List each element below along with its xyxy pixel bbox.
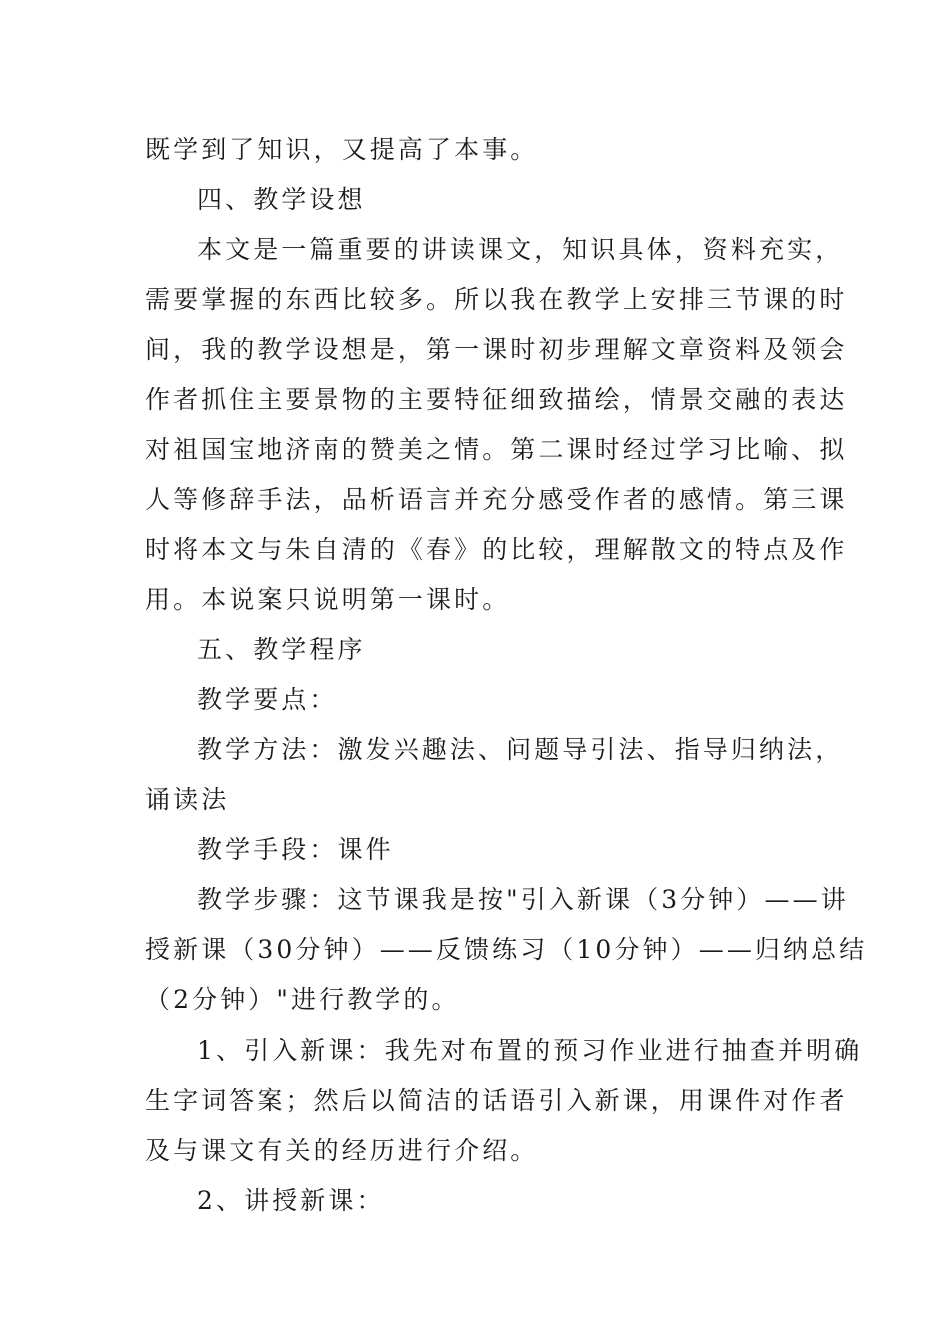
text-line: 2、讲授新课： bbox=[197, 1186, 385, 1215]
text-line: 及与课文有关的经历进行介绍。 bbox=[145, 1136, 539, 1165]
text-line: 人等修辞手法，品析语言并充分感受作者的感情。第三课 bbox=[145, 485, 848, 514]
text-line: 作者抓住主要景物的主要特征细致描绘，情景交融的表达 bbox=[145, 385, 848, 414]
text-line: 时将本文与朱自清的《春》的比较，理解散文的特点及作 bbox=[145, 535, 848, 564]
text-line: 本文是一篇重要的讲读课文，知识具体，资料充实， bbox=[197, 235, 844, 264]
section-heading-4: 四、教学设想 bbox=[197, 185, 366, 214]
text-line: 需要掌握的东西比较多。所以我在教学上安排三节课的时 bbox=[145, 285, 848, 314]
text-line: 对祖国宝地济南的赞美之情。第二课时经过学习比喻、拟 bbox=[145, 435, 848, 464]
text-line: 既学到了知识，又提高了本事。 bbox=[145, 135, 539, 164]
text-line: 教学方法：激发兴趣法、问题导引法、指导归纳法， bbox=[197, 735, 844, 764]
text-line: 1、引入新课：我先对布置的预习作业进行抽查并明确 bbox=[197, 1036, 863, 1065]
text-line: 生字词答案；然后以简洁的话语引入新课，用课件对作者 bbox=[145, 1086, 848, 1115]
text-line: 授新课（30分钟）——反馈练习（10分钟）——归纳总结 bbox=[145, 935, 868, 964]
text-line: 间，我的教学设想是，第一课时初步理解文章资料及领会 bbox=[145, 335, 848, 364]
section-heading-5: 五、教学程序 bbox=[197, 635, 366, 664]
text-line: 教学步骤：这节课我是按"引入新课（3分钟）——讲 bbox=[197, 885, 849, 914]
text-line: 教学要点： bbox=[197, 685, 338, 714]
text-line: 用。本说案只说明第一课时。 bbox=[145, 585, 511, 614]
text-line: 诵读法 bbox=[145, 785, 230, 814]
text-line: （2分钟）"进行教学的。 bbox=[145, 985, 460, 1014]
text-line: 教学手段：课件 bbox=[197, 835, 394, 864]
